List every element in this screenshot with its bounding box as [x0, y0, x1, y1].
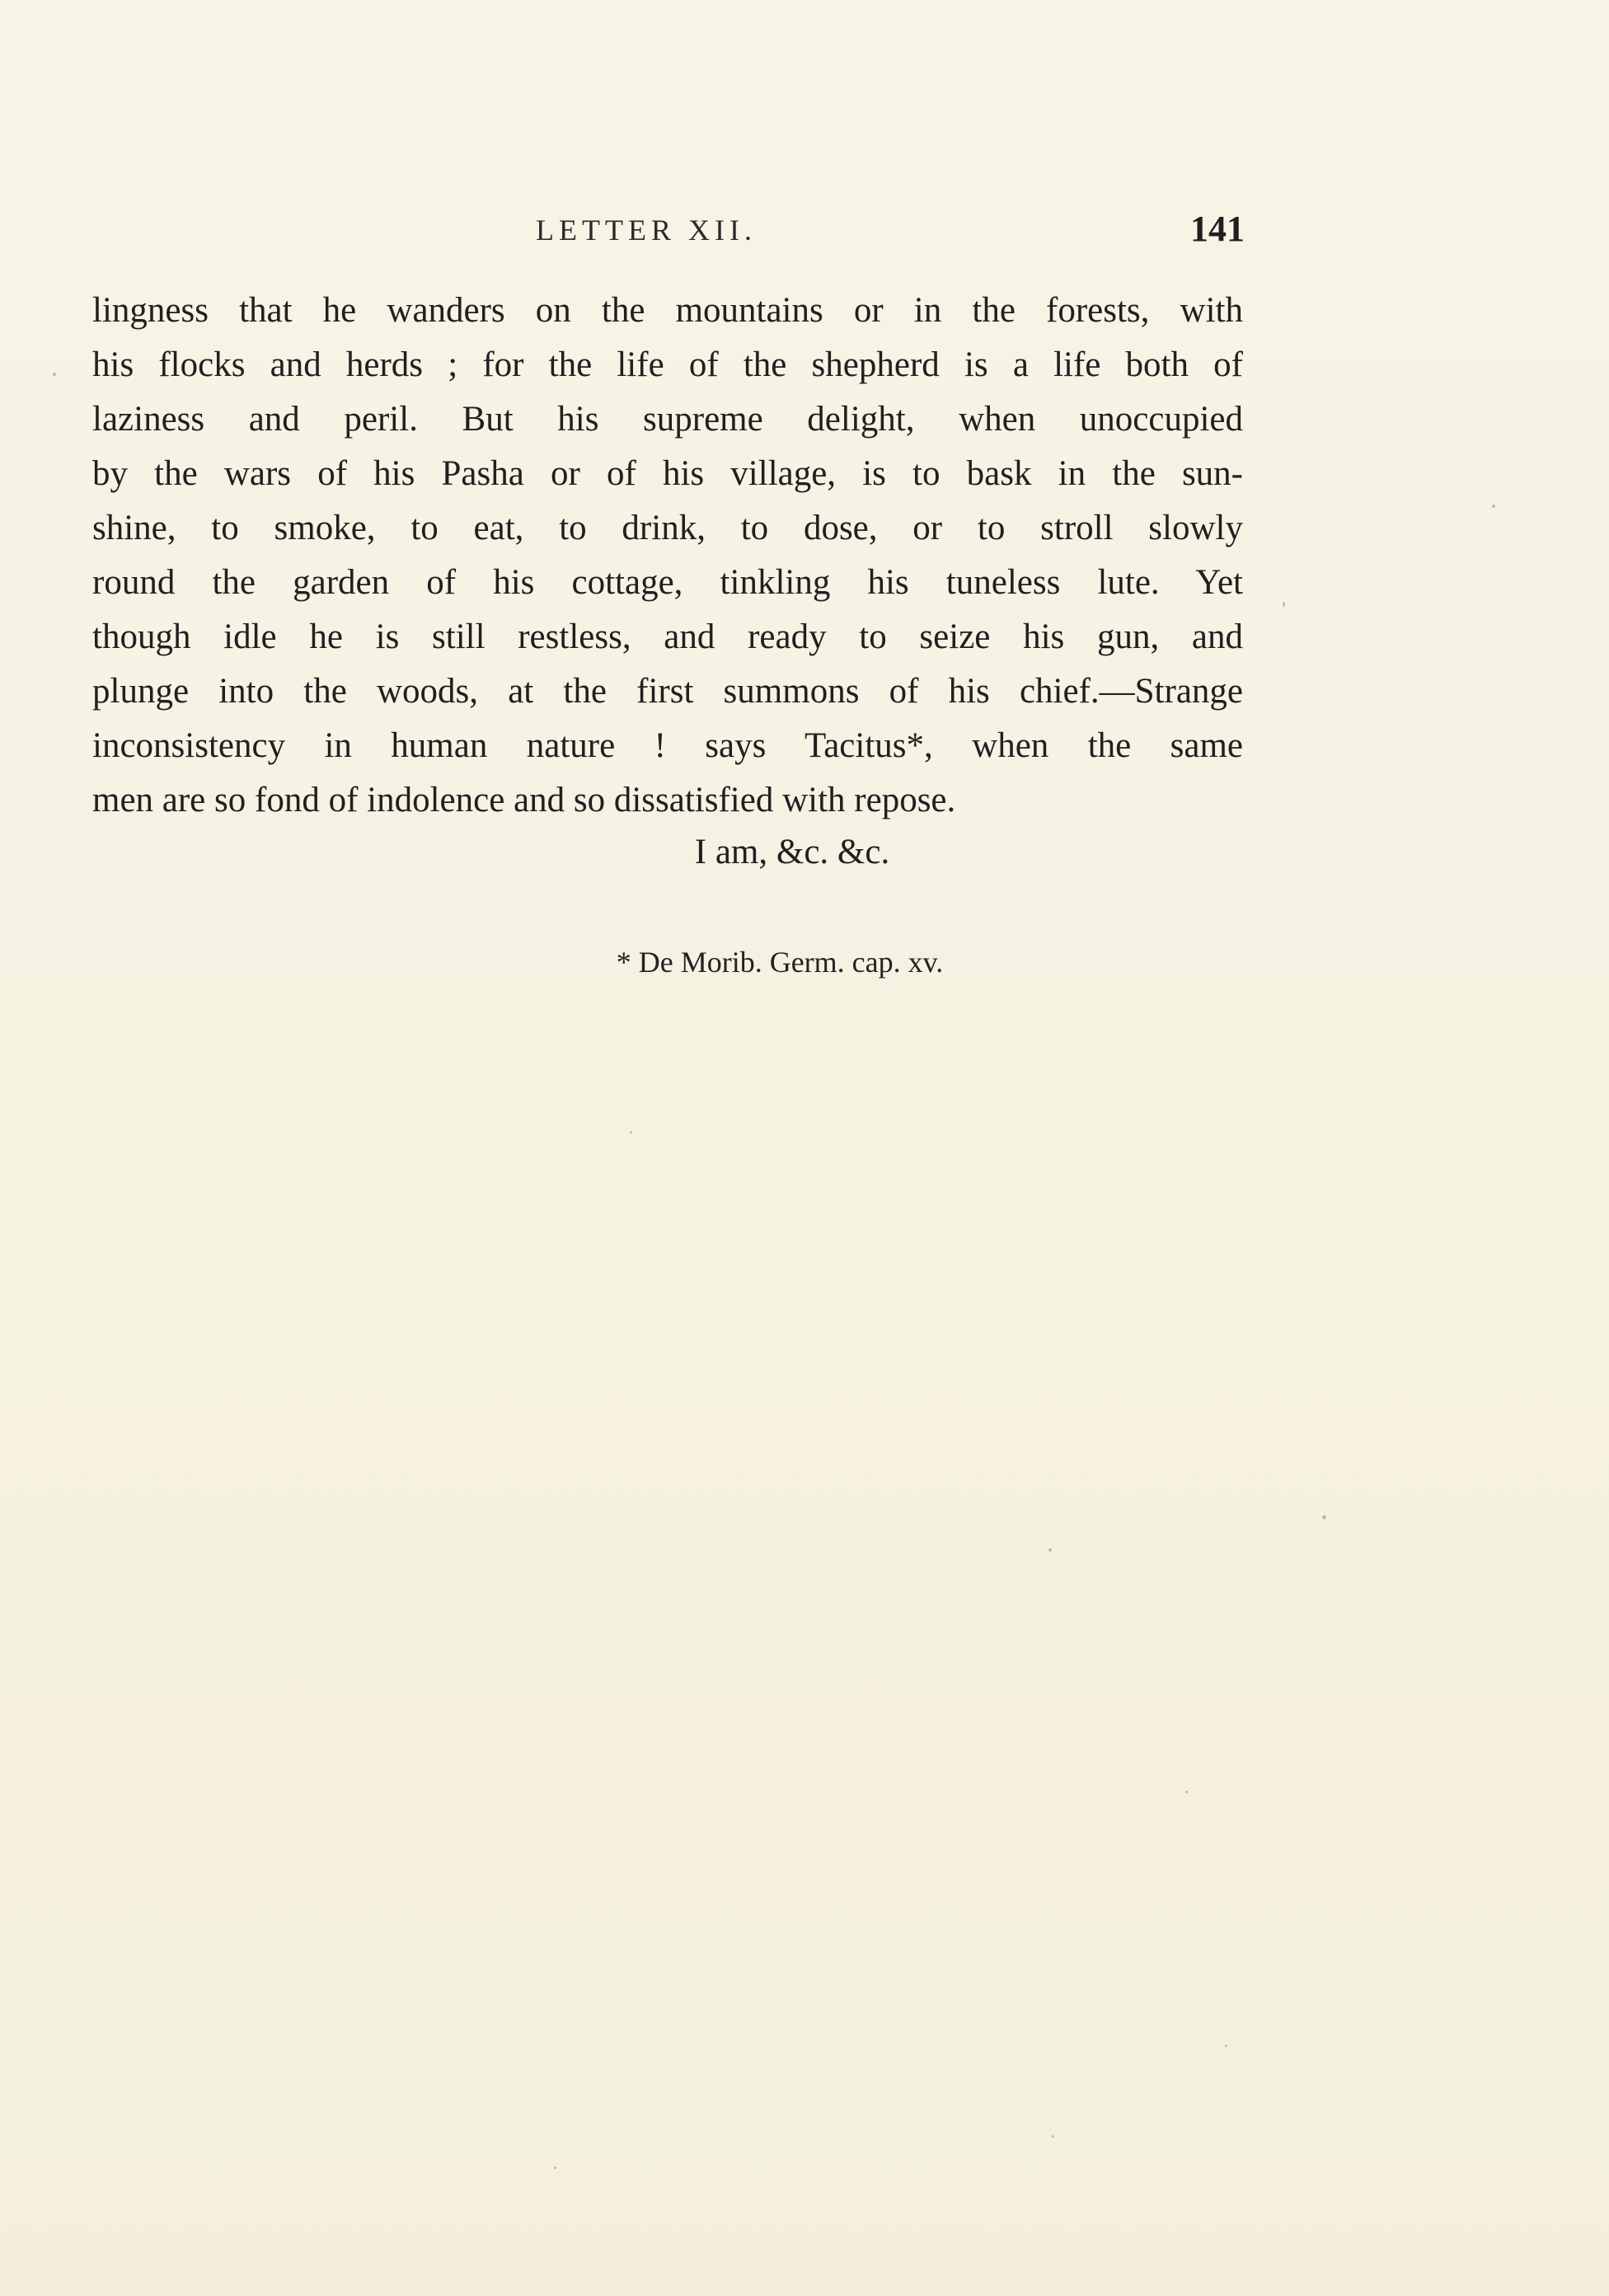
running-head: [91, 208, 1245, 257]
text-line: laziness and peril. But his supreme delight, when unoccupied: [92, 400, 1243, 439]
letter-closing: [0, 832, 1609, 872]
page-number: 141: [1190, 209, 1245, 249]
text-line: plunge into the woods, at the first summons of his chief.—Strange: [92, 672, 1243, 711]
footnote-text: * De Morib. Germ. cap. xv.: [616, 946, 944, 979]
text-line: by the wars of his Pasha or of his village, is to bask in the sun-: [92, 454, 1243, 493]
running-title: LETTER XII.: [536, 214, 757, 247]
text-line: round the garden of his cottage, tinkling his tuneless lute. Yet: [92, 563, 1243, 602]
body-text: [92, 284, 1243, 828]
text-line: men are so fond of indolence and so dissatisfied with repose.: [92, 781, 956, 819]
text-line: his flocks and herds ; for the life of the shepherd is a life both of: [92, 345, 1243, 384]
text-line: shine, to smoke, to eat, to drink, to dose, or to stroll slowly: [92, 509, 1243, 547]
text-line: inconsistency in human nature ! says Tacitus*, when the same: [92, 726, 1243, 765]
footnote: [0, 945, 1609, 979]
closing-text: I am, &c. &c.: [694, 833, 890, 871]
text-line: lingness that he wanders on the mountains or in the forests, with: [92, 291, 1243, 330]
text-line: though idle he is still restless, and ready to seize his gun, and: [92, 617, 1243, 656]
